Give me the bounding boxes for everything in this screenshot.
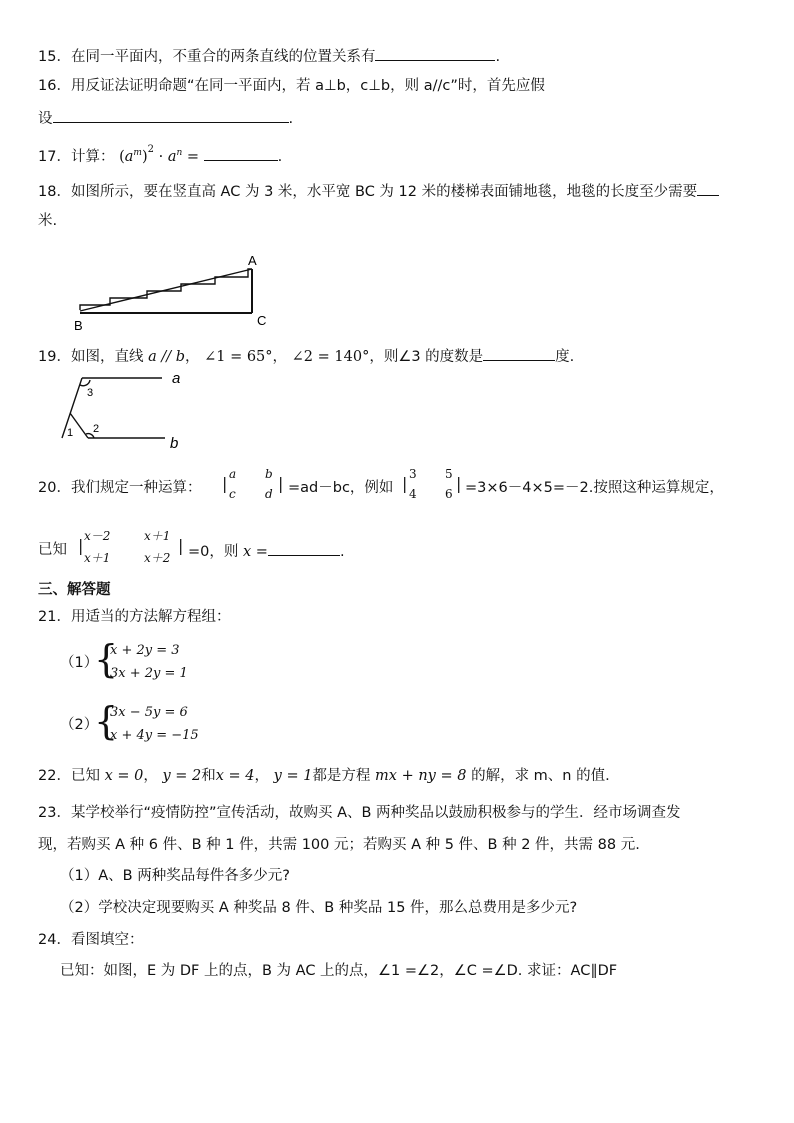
label-a: a [172, 370, 181, 387]
q22-c4: y = 1 [273, 768, 313, 784]
q17-answer-blank[interactable] [204, 145, 278, 161]
q21-part2-label: （2） [60, 717, 99, 733]
q21-part1-label: （1） [60, 655, 99, 671]
q17-end: . [277, 148, 283, 165]
q21-part2-eq2: x + 4y = −15 [110, 728, 199, 743]
q19-sep2: ， [272, 349, 288, 365]
q17-dot: · [158, 148, 164, 165]
q17-exp-m: m [133, 148, 142, 158]
q20-def [288, 478, 393, 498]
q15-answer-blank[interactable] [375, 45, 495, 61]
q19-ab: a // b [148, 349, 185, 365]
q16-line2: 设 [38, 111, 53, 127]
question-17 [38, 143, 282, 167]
det3-d: x＋2 [144, 551, 171, 565]
q17-exp-n: n [176, 148, 183, 158]
q20-x: x [242, 544, 252, 560]
q19-mid: ，则∠3 的度数是 [369, 349, 484, 365]
question-20-line1 [38, 478, 201, 498]
q15-text: 15．在同一平面内，不重合的两条直线的位置关系有 [38, 49, 376, 65]
det3-c: x＋1 [84, 551, 111, 565]
q22-c3: x = 4 [215, 768, 255, 784]
q20-cond [188, 540, 345, 562]
det2-bar-left: | [402, 474, 408, 493]
det3-a: x－2 [84, 529, 111, 543]
q19-answer-blank[interactable] [483, 345, 555, 361]
det2-b: 5 [445, 467, 453, 481]
det1-c: c [229, 487, 236, 501]
question-19 [38, 345, 574, 367]
q20-example [465, 478, 724, 498]
q21-part1-eq1: x + 2y = 3 [110, 643, 180, 658]
label-2: 2 [93, 423, 100, 435]
q21-part2-brace: { [94, 699, 119, 743]
det2-bar-right: | [456, 474, 462, 493]
q21-part2-eq1: 3x − 5y = 6 [110, 705, 188, 720]
q20-cond-text: =0，则 [188, 544, 239, 560]
label-B: B [74, 318, 83, 333]
det3-bar-right: | [178, 536, 184, 555]
question-16-line2 [38, 107, 293, 129]
det2-d: 6 [445, 487, 453, 501]
q19-prefix: 19．如图，直线 [38, 349, 144, 365]
question-23-sub2: （2）学校决定现要购买 A 种奖品 8 件、B 种奖品 15 件，那么总费用是多少元? [60, 900, 578, 916]
staircase-figure [70, 250, 280, 338]
q19-angle2: ∠2 = 140° [291, 349, 370, 365]
q21-text: 21．用适当的方法解方程组： [38, 609, 231, 625]
q22-s2: ， [254, 768, 270, 784]
q19-angle1: ∠1 = 65° [204, 349, 273, 365]
q17-eq: = [186, 148, 200, 165]
question-20-line2 [38, 540, 67, 560]
q19-sep1: ， [184, 349, 200, 365]
question-16-line1 [38, 76, 545, 96]
question-24-line1: 24．看图填空： [38, 932, 144, 948]
q18-text: 18．如图所示，要在竖直高 AC 为 3 米，水平宽 BC 为 12 米的楼梯表面铺地毯，地毯的长度至少需要 [38, 184, 698, 200]
det3-b: x＋1 [144, 529, 171, 543]
q17-paren-open: ( [119, 148, 125, 165]
q16-answer-blank[interactable] [53, 107, 289, 123]
q17-prefix: 17．计算： [38, 148, 115, 165]
q18-line2: 米. [38, 213, 58, 229]
label-C: C [257, 313, 267, 328]
label-1: 1 [67, 427, 74, 439]
q20-answer-blank[interactable] [268, 540, 340, 556]
question-23-sub1: （1）A、B 两种奖品每件各多少元? [60, 868, 290, 884]
q22-c2: y = 2 [162, 768, 202, 784]
q20-def-text: =ad－bc，例如 [288, 480, 394, 496]
parallel-lines-figure [50, 368, 200, 452]
q21-part1-brace: { [94, 637, 119, 681]
det3-bar-left: | [78, 536, 84, 555]
q22-prefix: 22．已知 [38, 768, 100, 784]
det2-a: 3 [409, 467, 417, 481]
q20-eq: = [255, 544, 268, 560]
q21-part1-eq2: 3x + 2y = 1 [110, 666, 188, 681]
det1-b: b [265, 467, 273, 481]
q16-end: . [288, 111, 294, 127]
label-3: 3 [87, 387, 94, 399]
question-18-line2 [38, 211, 57, 231]
label-A: A [248, 253, 257, 268]
q20-end: . [339, 544, 345, 560]
stair-hypotenuse [80, 269, 252, 311]
question-22 [38, 766, 610, 786]
q17-paren-close: ) [141, 148, 148, 165]
q17-base: a [124, 148, 134, 165]
question-23-line2: 现，若购买 A 种 6 件、B 种 1 件，共需 100 元；若购买 A 种 5 件、B 种 2 件，共需 88 元. [38, 837, 640, 853]
det1-a: a [229, 467, 237, 481]
q17-a: a [167, 148, 177, 165]
section-3-heading: 三、解答题 [38, 582, 111, 598]
q20-known: 已知 [38, 542, 67, 558]
q22-eqn: mx + ny = 8 [375, 768, 467, 784]
q22-end: 的解，求 m、n 的值. [471, 768, 610, 784]
q17-exp-2: 2 [147, 144, 154, 155]
q19-end: 度. [555, 349, 575, 365]
q20-example-text: =3×6－4×5=－2.按照这种运算规定， [465, 480, 724, 496]
question-18-line1 [38, 180, 719, 202]
question-15 [38, 45, 500, 67]
q16-text: 16．用反证法证明命题“在同一平面内，若 a⊥b，c⊥b，则 a//c”时，首先应假 [38, 78, 545, 94]
question-23-line1: 23．某学校举行“疫情防控”宣传活动，故购买 A、B 两种奖品以鼓励积极参与的学生．经市场调查发 [38, 805, 681, 821]
q22-s1: ， [143, 768, 158, 784]
q22-c1: x = 0 [104, 768, 144, 784]
q22-mid: 都是方程 [312, 768, 371, 784]
q20-prefix: 20．我们规定一种运算： [38, 480, 202, 496]
q18-answer-blank[interactable] [697, 180, 719, 196]
question-21 [38, 607, 230, 627]
question-24-line2: 已知：如图，E 为 DF 上的点，B 为 AC 上的点，∠1 =∠2，∠C =∠D. 求证：AC∥DF [60, 963, 618, 979]
det1-d: d [265, 487, 273, 501]
det2-c: 4 [409, 487, 417, 501]
q22-and: 和 [201, 768, 216, 784]
q15-end: . [495, 49, 501, 65]
det1-bar-left: | [222, 474, 228, 493]
det1-bar-right: | [278, 474, 284, 493]
label-b: b [170, 435, 179, 452]
